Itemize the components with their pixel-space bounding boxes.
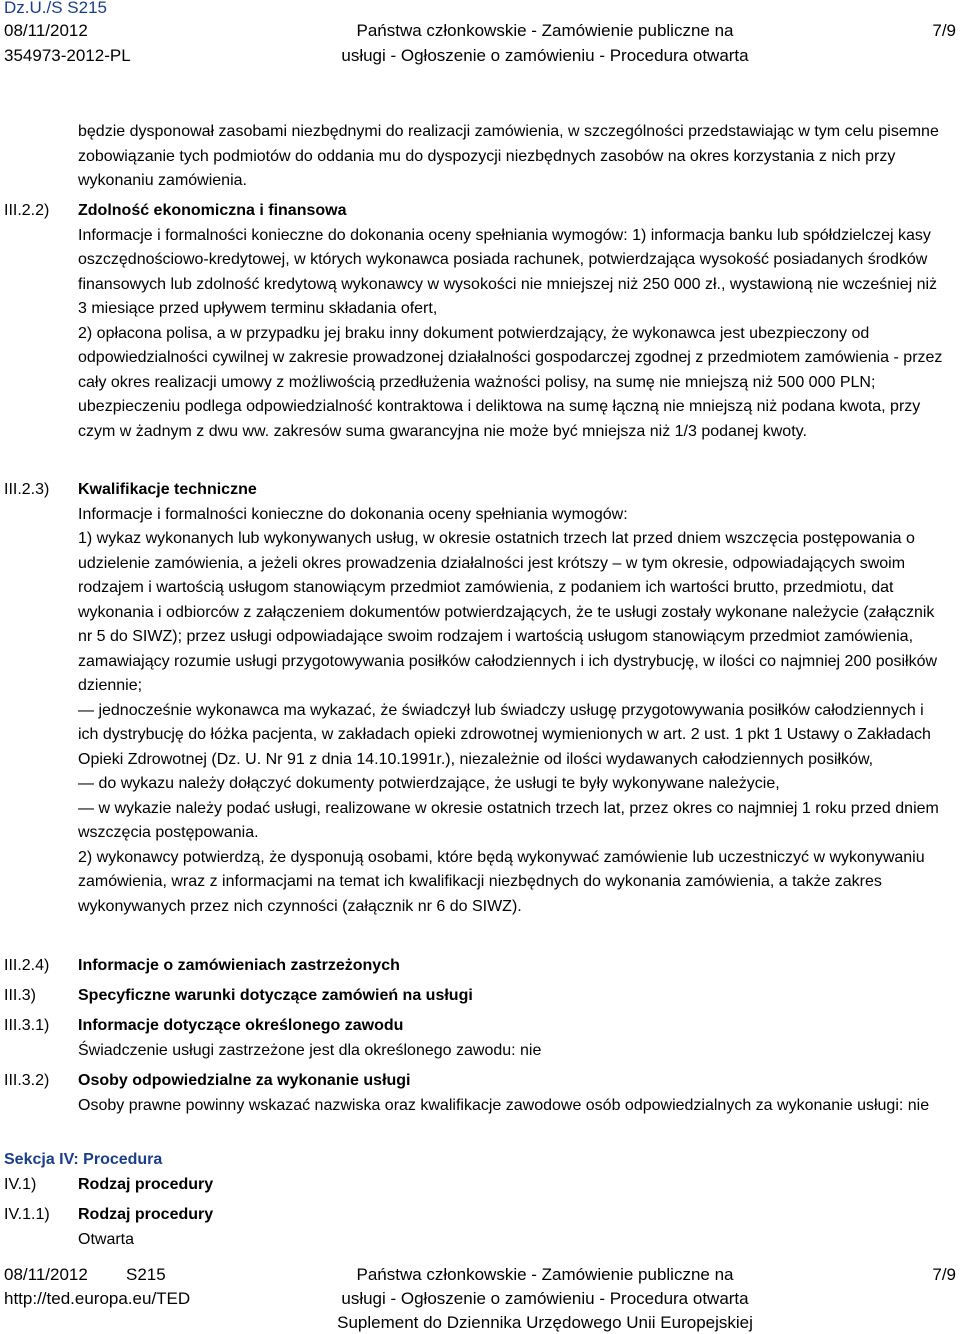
section-number: IV.1) <box>4 1176 37 1193</box>
footer-date: 08/11/2012 <box>4 1265 88 1284</box>
section-number: III.2.4) <box>4 957 50 974</box>
footer-title-line2: usługi - Ogłoszenie o zamówieniu - Procedura otwarta <box>341 1289 749 1308</box>
section-title: Rodzaj procedury <box>78 1206 214 1223</box>
header-title-line1: Państwa członkowskie - Zamówienie publiczne na <box>356 21 734 40</box>
section-number: III.3.1) <box>4 1017 50 1034</box>
paragraph: — jednocześnie wykonawca ma wykazać, że świadczył lub świadczy usługę przygotowywania posiłków całodziennych i ich dystrybucję do łóżka pacjenta, w zakładach opieki zdrowotnej wymienionych w art. 2 ust. 1 pkt 1 Ustawy o Zakładach Opieki Zdrowotnej (Dz. U. Nr 91 z dnia 14.10.1991r.), niezależnie od ilości wydawanych całodziennych posiłków, <box>78 701 931 768</box>
section-technical-capacity <box>78 478 944 919</box>
header-date: 08/11/2012 <box>4 21 88 40</box>
section-number: III.2.3) <box>4 481 50 498</box>
notice-id: 354973-2012-PL <box>4 46 131 65</box>
section-responsible-persons <box>78 1069 944 1118</box>
paragraph: 2) opłacona polisa, a w przypadku jej braku inny dokument potwierdzający, że wykonawca jest ubezpieczony od odpowiedzialności cywilnej w zakresie prowadzonej działalności gospodarczej zgodnej z przedmiotem zamówienia - przez cały okres realizacji umowy z możliwością przedłużenia ważności polisy, na sumę nie mniejszą niż 500 000 PLN; ubezpieczeniu podlega odpowiedzialność kontraktowa i deliktowa na sumę łączną nie mniejszą niż podana kwota, przy czym w żadnym z dwu ww. zakresów suma gwarancyjna nie może być mniejsza niż 1/3 podanej kwoty. <box>78 324 943 440</box>
section-title: Kwalifikacje techniczne <box>78 481 257 498</box>
footer-title-line3: Suplement do Dziennika Urzędowego Unii Europejskiej <box>337 1313 753 1332</box>
footer-title-line1: Państwa członkowskie - Zamówienie publiczne na <box>356 1265 734 1284</box>
section-title: Specyficzne warunki dotyczące zamówień na usługi <box>78 987 473 1004</box>
section-number: III.3) <box>4 987 37 1004</box>
footer-url[interactable]: http://ted.europa.eu/TED <box>4 1289 191 1308</box>
section-number: III.3.2) <box>4 1072 50 1089</box>
paragraph: 1) wykaz wykonanych lub wykonywanych usług, w okresie ostatnich trzech lat przed dniem wszczęcia postępowania o udzielenie zamówienia, a jeżeli okres prowadzenia działalności jest krótszy – w tym okresie, odpowiadających swoim rodzajem i wartością usługom stanowiącym przedmiot zamówienia, z podaniem ich wartości brutto, przedmiotu, dat wykonania i odbiorców z załączeniem dokumentów potwierdzających, że te usługi zostały wykonane należycie (załącznik nr 5 do SIWZ); przez usługi odpowiadające swoim rodzajem i wartością usługom stanowiącym przedmiot zamówienia, zamawiający rozumie usługi przygotowywania posiłków całodziennych i ich dystrybucję, w ilości co najmniej 200 posiłków dziennie; <box>78 530 938 694</box>
section-procedure-type <box>78 1203 944 1252</box>
paragraph: Informacje i formalności konieczne do dokonania oceny spełniania wymogów: <box>78 505 628 523</box>
section-heading: Sekcja IV: Procedura <box>4 1151 163 1168</box>
paragraph: Świadczenie usługi zastrzeżone jest dla określonego zawodu: nie <box>78 1041 542 1059</box>
section-title: Informacje o zamówieniach zastrzeżonych <box>78 957 400 974</box>
section-number: IV.1.1) <box>4 1206 50 1223</box>
section-title: Informacje dotyczące określonego zawodu <box>78 1017 404 1034</box>
footer-page-number: 7/9 <box>932 1265 956 1284</box>
section-title: Zdolność ekonomiczna i finansowa <box>78 202 347 219</box>
header-page-number: 7/9 <box>932 21 956 40</box>
doc-ref-link[interactable]: Dz.U./S S215 <box>4 0 107 17</box>
section-title: Rodzaj procedury <box>78 1176 214 1193</box>
section-number: III.2.2) <box>4 202 50 219</box>
paragraph: Osoby prawne powinny wskazać nazwiska oraz kwalifikacje zawodowe osób odpowiedzialnych za wykonanie usługi: nie <box>78 1096 930 1114</box>
paragraph: Otwarta <box>78 1230 135 1248</box>
intro-text: będzie dysponował zasobami niezbędnymi do realizacji zamówienia, w szczególności przedstawiając w tym celu pisemne zobowiązanie tych podmiotów do oddania mu do dyspozycji niezbędnych zasobów na okres korzystania z nich przy wykonaniu zamówienia. <box>78 123 939 189</box>
paragraph: — w wykazie należy podać usługi, realizowane w okresie ostatnich trzech lat, przez okres co najmniej 1 roku przed dniem wszczęcia postępowania. <box>78 799 939 841</box>
footer-issue: S215 <box>126 1265 166 1284</box>
header-title-line2: usługi - Ogłoszenie o zamówieniu - Procedura otwarta <box>341 46 749 65</box>
paragraph: Informacje i formalności konieczne do dokonania oceny spełniania wymogów: 1) informacja banku lub spółdzielczej kasy oszczędnościowo-kredytowej, w których wykonawca posiada rachunek, potwierdzająca wysokość posiadanych środków finansowych lub zdolność kredytową wykonawcy w wysokości nie mniejszej niż 250 000 zł., wystawioną nie wcześniej niż 3 miesiące przed upływem terminu składania ofert, <box>78 226 938 317</box>
paragraph: 2) wykonawcy potwierdzą, że dysponują osobami, które będą wykonywać zamówienie lub uczestniczyć w wykonywaniu zamówienia, wraz z informacjami na temat ich kwalifikacji niezbędnych do wykonania zamówienia, a także zakres wykonywanych przez nich czynności (załącznik nr 6 do SIWZ). <box>78 848 925 915</box>
section-title: Osoby odpowiedzialne za wykonanie usługi <box>78 1072 411 1089</box>
paragraph: — do wykazu należy dołączyć dokumenty potwierdzające, że usługi te były wykonywane należycie, <box>78 775 780 792</box>
section-economic-capacity <box>78 199 944 444</box>
section-profession <box>78 1014 944 1063</box>
